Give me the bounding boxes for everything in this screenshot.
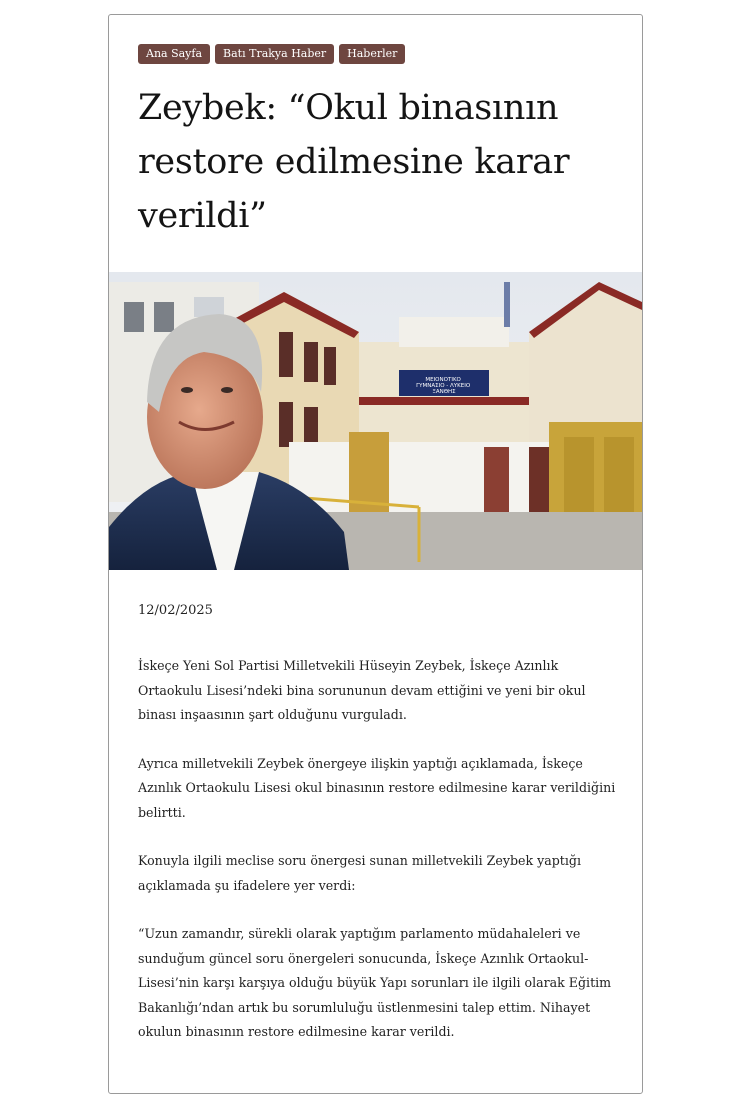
school-sign: ΜΕΙΟΝΟΤΙΚΟ ΓΥΜΝΑΣΙΟ - ΛΥΚΕΙΟ ΞΑΝΘΗΣ [416,377,471,395]
article-title: Zeybek: “Okul binasının restore edilmesine karar verildi” [138,88,570,236]
article-paragraph: Konuyla ilgili meclise soru önergesi sunan milletvekili Zeybek yaptığı açıklamada şu ifadelere yer verdi: [138,853,581,893]
breadcrumb [138,44,405,64]
article-paragraph: “Uzun zamandır, sürekli olarak yaptığım parlamento müdahaleleri ve sunduğum güncel soru önergeleri sonucunda, İskeçe Azınlık Ortaokul-Lisesi’nin karşı karşıya olduğu büyük Yapı sorunları ile ilgili olarak Eğitim Bakanlığı’ndan artık bu sorumluluğu üstlenmesini talep ettim. Nihayet okulun binasının restore edilmesine karar verildi. [138,926,612,1039]
tag-ana-sayfa[interactable]: Ana Sayfa [138,44,210,64]
article-hero-image [109,272,642,570]
tag-bati-trakya-haber[interactable]: Batı Trakya Haber [215,44,334,64]
article-paragraph: İskeçe Yeni Sol Partisi Milletvekili Hüseyin Zeybek, İskeçe Azınlık Ortaokulu Lisesi’ndeki bina sorununun devam ettiğini ve yeni bir okul binası inşaasının şart olduğunu vurguladı. [138,658,586,722]
article-card [108,14,643,1094]
article-paragraph: Ayrıca milletvekili Zeybek önergeye ilişkin yaptığı açıklamada, İskeçe Azınlık Ortaokulu Lisesi okul binasının restore edilmesine karar verildiğini belirtti. [138,755,616,820]
article-body [138,654,618,1069]
tag-haberler[interactable]: Haberler [339,44,405,64]
article-date: 12/02/2025 [138,603,213,618]
